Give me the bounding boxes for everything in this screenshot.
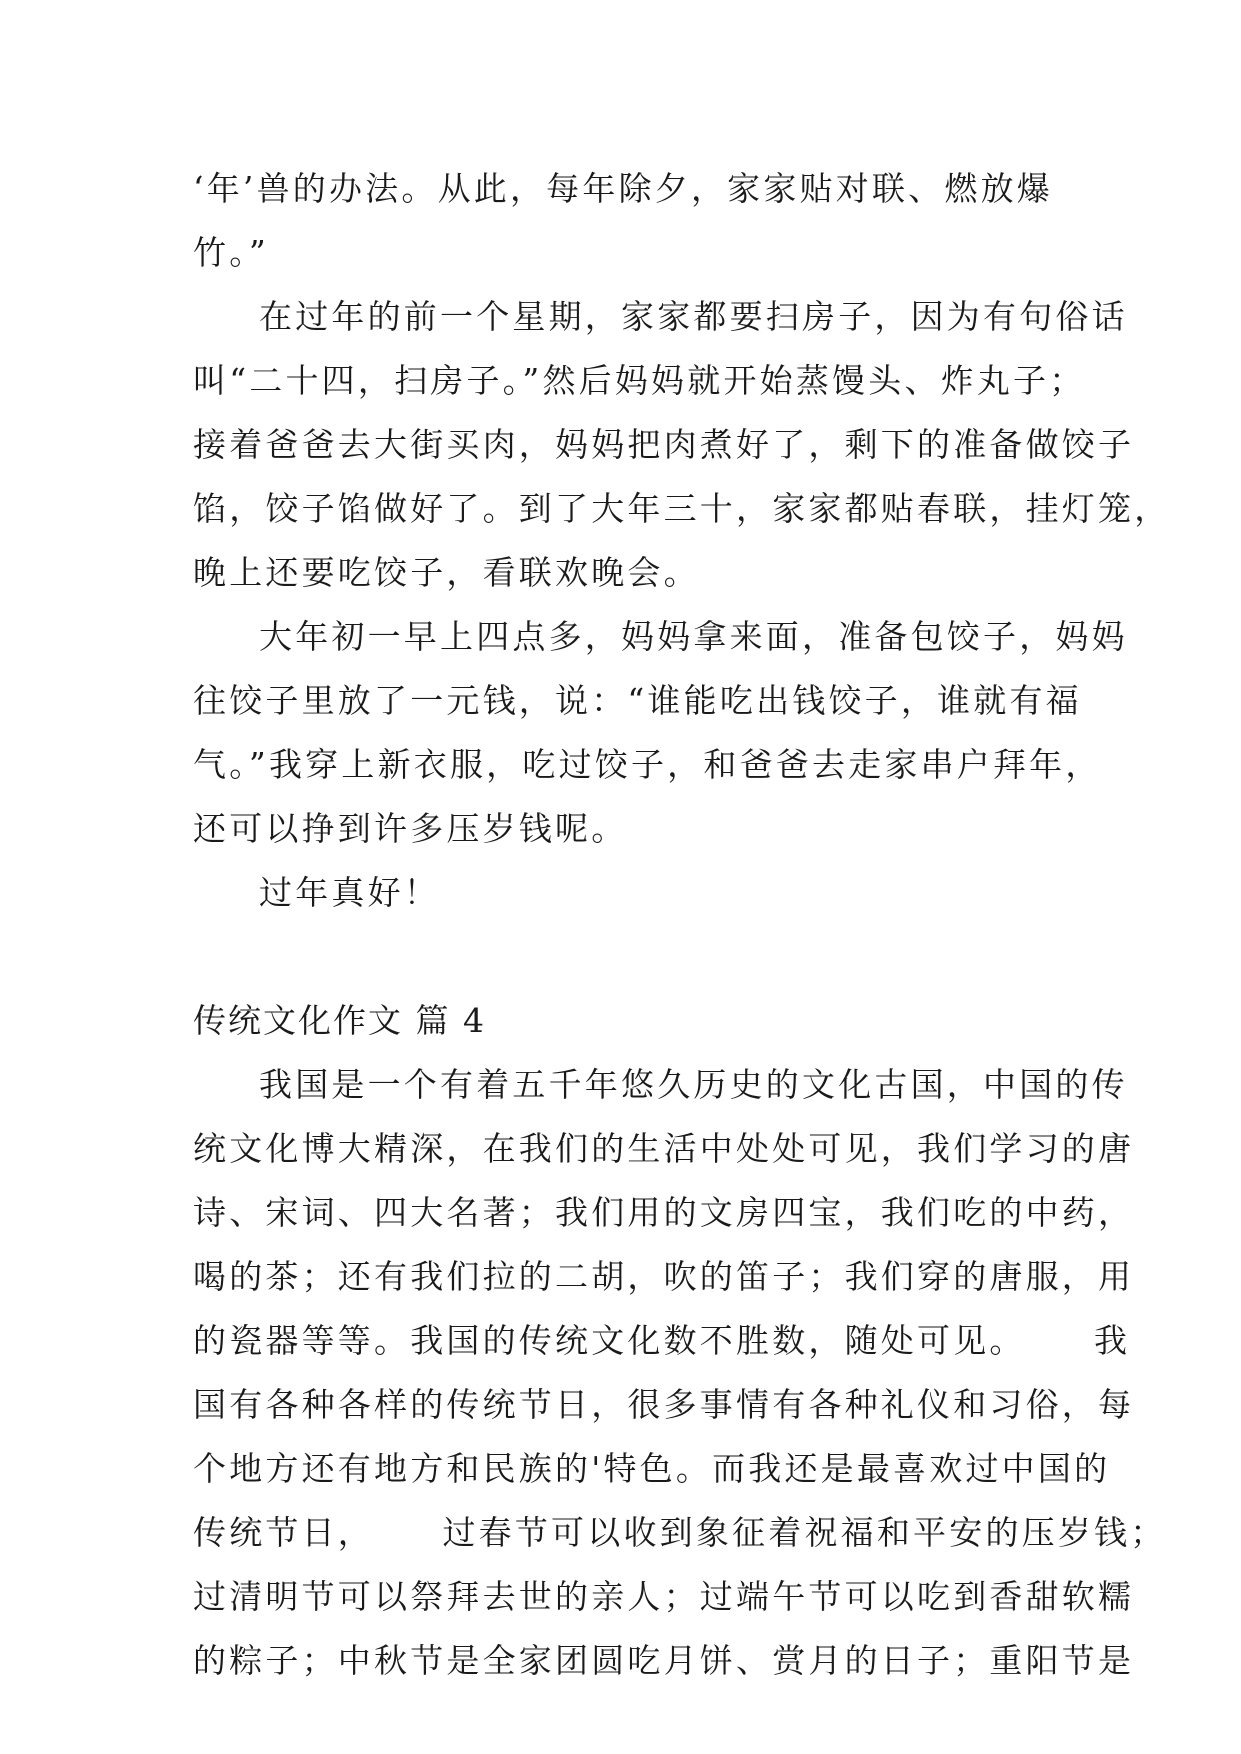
- section-heading: 传统文化作文 篇 4: [193, 1001, 486, 1040]
- text-line: 统文化博大精深，在我们的生活中处处可见，我们学习的唐: [193, 1129, 1135, 1168]
- text-line: 馅，饺子馅做好了。到了大年三十，家家都贴春联，挂灯笼，: [193, 489, 1171, 528]
- paragraph-first-line: 在过年的前一个星期，家家都要扫房子，因为有句俗话: [259, 297, 1128, 336]
- paragraph-first-line: 大年初一早上四点多，妈妈拿来面，准备包饺子，妈妈: [259, 617, 1128, 656]
- text-line: ‘年’兽的办法。从此，每年除夕，家家贴对联、燃放爆: [193, 169, 1053, 208]
- text-line: 传统节日， 过春节可以收到象征着祝福和平安的压岁钱；: [193, 1513, 1167, 1552]
- text-line: 晚上还要吃饺子，看联欢晚会。: [193, 553, 700, 592]
- section-gap: [193, 925, 1053, 989]
- text-line: 叫“二十四，扫房子。”然后妈妈就开始蒸馒头、炸丸子；: [193, 361, 1086, 400]
- text-line: 国有各种各样的传统节日，很多事情有各种礼仪和习俗，每: [193, 1385, 1135, 1424]
- closing-line: 过年真好！: [259, 873, 440, 912]
- text-line: 竹。”: [193, 233, 269, 272]
- text-line: 还可以挣到许多压岁钱呢。: [193, 809, 628, 848]
- text-line: 接着爸爸去大街买肉，妈妈把肉煮好了，剩下的准备做饺子: [193, 425, 1135, 464]
- text-line: 的瓷器等等。我国的传统文化数不胜数，随处可见。 我: [193, 1321, 1131, 1360]
- text-line: 个地方还有地方和民族的'特色。而我还是最喜欢过中国的: [193, 1449, 1111, 1488]
- text-line: 诗、宋词、四大名著；我们用的文房四宝，我们吃的中药，: [193, 1193, 1135, 1232]
- text-line: 过清明节可以祭拜去世的亲人；过端午节可以吃到香甜软糯: [193, 1577, 1135, 1616]
- text-line: 气。”我穿上新衣服，吃过饺子，和爸爸去走家串户拜年，: [193, 745, 1102, 784]
- text-line: 喝的茶；还有我们拉的二胡，吹的笛子；我们穿的唐服，用: [193, 1257, 1135, 1296]
- essay-body: [193, 157, 1171, 1693]
- paragraph-first-line: 我国是一个有着五千年悠久历史的文化古国，中国的传: [259, 1065, 1128, 1104]
- text-line: 往饺子里放了一元钱，说：“谁能吃出钱饺子，谁就有福: [193, 681, 1082, 720]
- text-line: 的粽子；中秋节是全家团圆吃月饼、赏月的日子；重阳节是: [193, 1641, 1135, 1680]
